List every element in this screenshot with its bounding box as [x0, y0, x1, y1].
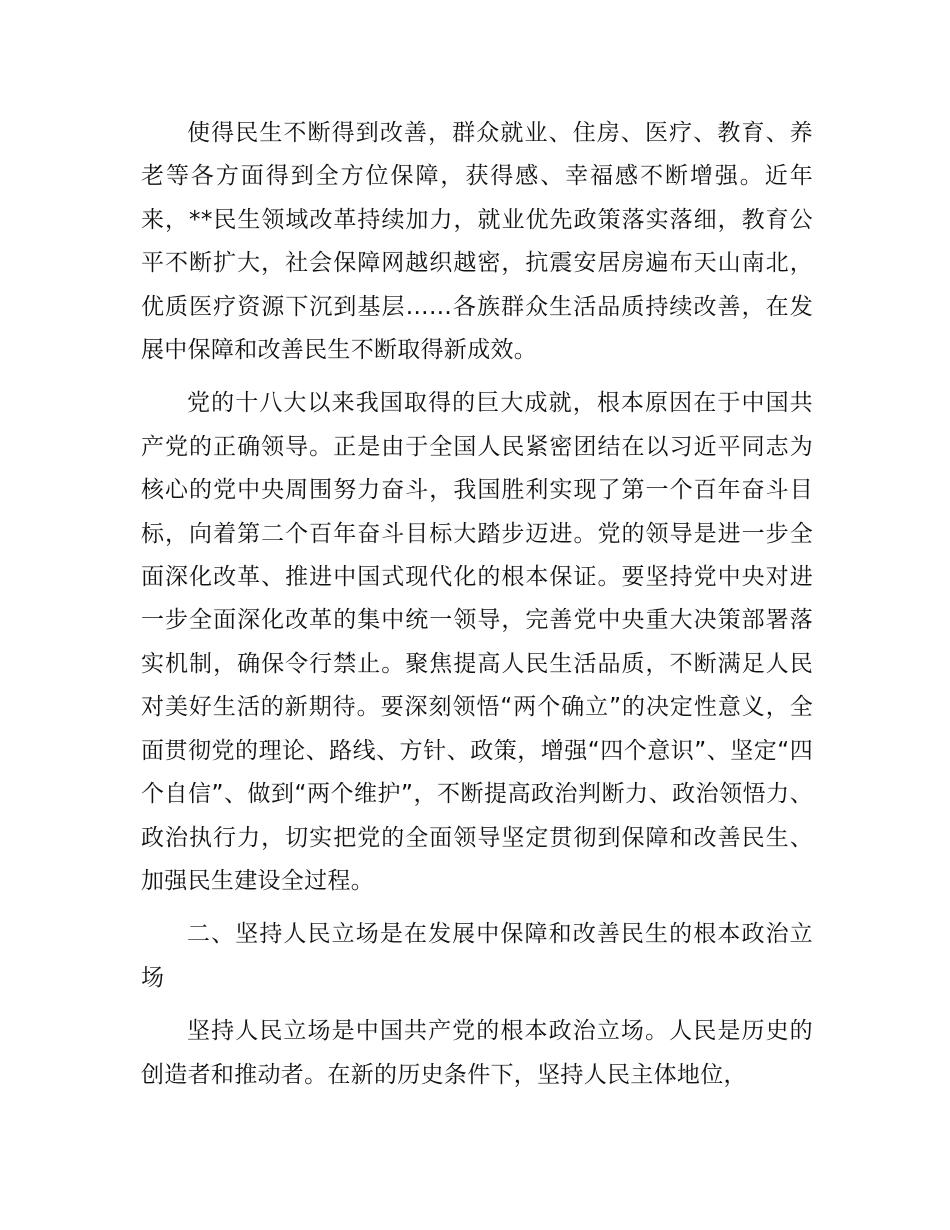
document-body [141, 112, 813, 1097]
paragraph-party-leadership: 党的十八大以来我国取得的巨大成就，根本原因在于中国共产党的正确领导。正是由于全国人民紧密团结在以习近平同志为核心的党中央周围努力奋斗，我国胜利实现了第一个百年奋斗目标，向着第二个百年奋斗目标大踏步迈进。党的领导是进一步全面深化改革、推进中国式现代化的根本保证。要坚持党中央对进一步全面深化改革的集中统一领导，完善党中央重大决策部署落实机制，确保令行禁止。聚焦提高人民生活品质，不断满足人民对美好生活的新期待。要深刻领悟“两个确立”的决定性意义，全面贯彻党的理论、路线、方针、政策，增强“四个意识”、坚定“四个自信”、做到“两个维护”，不断提高政治判断力、政治领悟力、政治执行力，切实把党的全面领导坚定贯彻到保障和改善民生、加强民生建设全过程。 [141, 390, 813, 894]
section-heading-people-stance: 二、坚持人民立场是在发展中保障和改善民生的根本政治立场 [141, 921, 813, 991]
paragraph-livelihood-improvement: 使得民生不断得到改善，群众就业、住房、医疗、教育、养老等各方面得到全方位保障，获得感、幸福感不断增强。近年来，**民生领域改革持续加力，就业优先政策落实落细，教育公平不断扩大，社会保障网越织越密，抗震安居房遍布天山南北，优质医疗资源下沉到基层……各族群众生活品质持续改善，在发展中保障和改善民生不断取得新成效。 [141, 120, 813, 364]
paragraph-people-stance: 坚持人民立场是中国共产党的根本政治立场。人民是历史的创造者和推动者。在新的历史条件下，坚持人民主体地位， [141, 1018, 813, 1088]
